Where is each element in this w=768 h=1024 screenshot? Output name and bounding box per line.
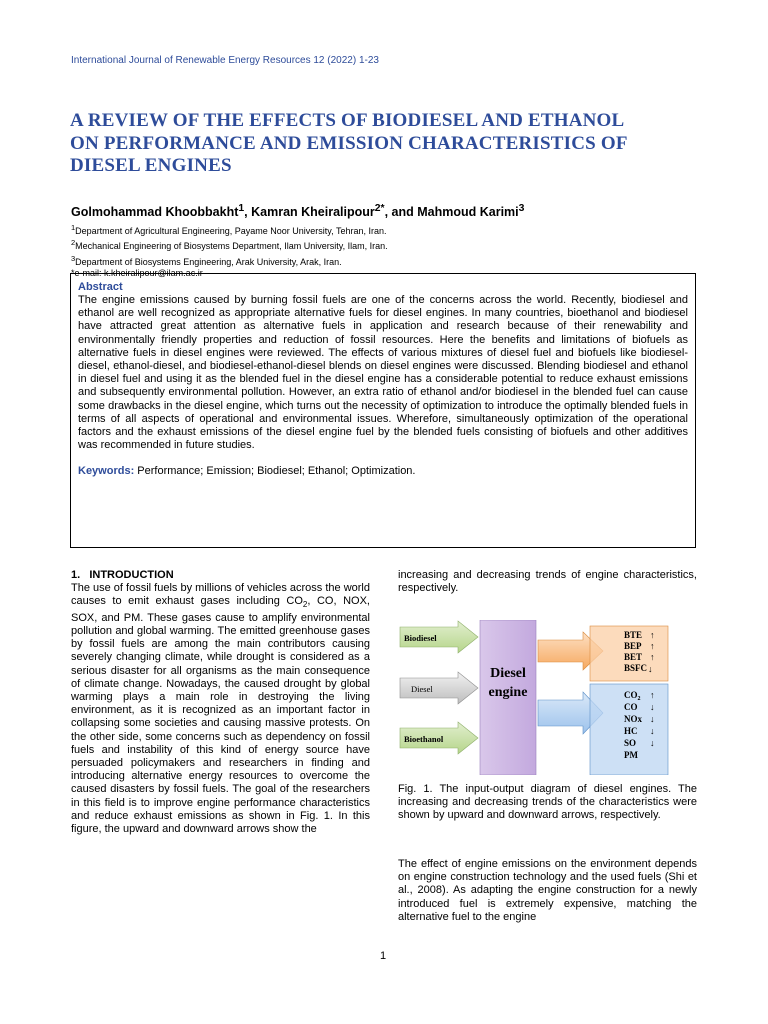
intro-column xyxy=(71,569,370,836)
affiliation xyxy=(71,222,388,237)
author-sup: 3 xyxy=(518,203,525,214)
affil-text: e-mail: k.kheiralipour@ilam.ac.ir xyxy=(74,267,203,278)
keywords xyxy=(78,465,688,477)
input-biodiesel: Biodiesel xyxy=(404,633,437,643)
affil-sup: 3 xyxy=(71,253,76,263)
perf-label: BTE xyxy=(624,630,643,640)
intro-text: The use of fossil fuels by millions of vehicles across the world causes to emit exhaust gases including CO xyxy=(71,582,370,608)
input-diesel: Diesel xyxy=(411,684,433,694)
perf-arrow: ↑ xyxy=(650,641,655,651)
author-sup: 1 xyxy=(238,203,245,214)
abstract-box xyxy=(70,273,696,548)
perf-arrow: ↑ xyxy=(650,630,655,640)
affil-sup: 1 xyxy=(71,223,76,232)
affil-text: Department of Biosystems Engineering, Arak University, Arak, Iran. xyxy=(75,256,342,267)
title-line: A REVIEW OF THE EFFECTS OF BIODIESEL AND ETHANOL xyxy=(70,110,625,131)
emis-arrow: ↓ xyxy=(650,738,655,748)
abstract-body: The engine emissions caused by burning fossil fuels are one of the concerns across the world. Recently, biodiesel and ethanol are well recognized as appropriate alternative fuels for diesel engines. In many countries, bioethanol and biodiesel have attracted great attention as alternative fuels in application and research because of their renewability and environmentally friendly properties and reduction of fossil resources. Here the benefits and limitations of biofuels as alternative fuels in diesel engines were reviewed. The effects of various mixtures of diesel fuel and biofuels like biodiesel-diesel, ethanol-diesel, and biodiesel-ethanol-diesel blends on diesel engines were discussed. Blending biodiesel and ethanol in diesel fuel and using it as the blended fuel in the diesel engine has a considerable potential to reduce exhaust emissions and subsequently environmental pollution. However, an extra ratio of ethanol and/or biodiesel in the blended fuel can cause some drawbacks in the diesel engine, which turns out the necessity of optimization to introduce the optimally blended fuels in terms of all aspects of operational and environmental issues. Wherefore, simultaneously optimization of the operational factors and the exhaust emissions of the diesel engine fuel by the blended fuels consisting of biofuels and other additives was recommended in future studies. xyxy=(78,294,688,452)
paper-title xyxy=(70,110,710,178)
abstract-heading: Abstract xyxy=(78,281,123,293)
perf-arrow: ↑ xyxy=(650,652,655,662)
author-list xyxy=(71,203,524,219)
engine-label-1: Diesel xyxy=(490,666,526,681)
author-sup: 2* xyxy=(374,203,385,214)
section-heading: 1. INTRODUCTION xyxy=(71,569,174,581)
page-number: 1 xyxy=(380,950,387,962)
perf-arrow: ↓ xyxy=(648,664,653,674)
figure-1-diagram xyxy=(398,620,697,775)
affiliations xyxy=(71,222,388,279)
figure-caption: Fig. 1. The input-output diagram of diesel engines. The increasing and decreasing trends of the characteristics were shown by upward and downward arrows, respectively. xyxy=(398,783,697,822)
journal-header: International Journal of Renewable Energy Resources 12 (2022) 1-23 xyxy=(71,55,379,66)
emis-label: SO xyxy=(624,738,637,748)
author-name: , and Mahmoud Karimi xyxy=(384,205,519,220)
right-paragraph-top: increasing and decreasing trends of engine characteristics, respectively. xyxy=(398,569,697,595)
emis-arrow: ↓ xyxy=(650,714,655,724)
intro-paragraph xyxy=(71,582,370,836)
intro-text: , CO, NOX, SOX, and PM. These gases cause to amplify environmental pollution and global warming. The emitted greenhouse gases by fossil fuels are among the main contributors causing severely changing climate, while drought is considered as a serious disaster for all organisms as the main consequence of climate change. Nowadays, the caused drought by global warming plays a main role in destroying the living environment, as it is recognized as an important factor in collapsing some societies and causing massive protests. On the other side, some concerns such as dependency on fossil fuels and instability of this kind of energy source have persuaded policymakers and researchers in finding and introducing alternative energy resources to overcome the caused disasters by fossil fuels. The goal of the researchers in this field is to improve engine performance characteristics and reduce exhaust emissions as shown in Fig. 1. In this figure, the upward and downward arrows show the xyxy=(71,595,370,836)
title-line: DIESEL ENGINES xyxy=(70,155,232,176)
emis-label: CO xyxy=(624,702,638,712)
perf-label: BEP xyxy=(624,641,642,651)
co2-subscript: 2 xyxy=(302,600,308,610)
input-bioethanol: Bioethanol xyxy=(404,734,444,744)
affiliation xyxy=(71,253,388,268)
author-name: , Kamran Kheiralipour xyxy=(244,205,375,220)
perf-label: BET xyxy=(624,652,643,662)
affiliation xyxy=(71,237,388,252)
emis-arrow: ↓ xyxy=(650,726,655,736)
affil-sup: * xyxy=(71,267,75,278)
title-line: ON PERFORMANCE AND EMISSION CHARACTERISTICS OF xyxy=(70,132,628,154)
author-name: Golmohammad Khoobbakht xyxy=(71,205,239,220)
keywords-list: Performance; Emission; Biodiesel; Ethanol; Optimization. xyxy=(134,465,416,478)
emis-arrow: ↓ xyxy=(650,702,655,712)
emis-label: NOx xyxy=(624,714,642,724)
emis-label: PM xyxy=(624,750,638,760)
affil-sup: 2 xyxy=(71,238,76,248)
emis-arrow: ↑ xyxy=(650,690,655,700)
affil-text: Mechanical Engineering of Biosystems Department, Ilam University, Ilam, Iran. xyxy=(75,241,388,252)
affil-text: Department of Agricultural Engineering, Payame Noor University, Tehran, Iran. xyxy=(75,226,387,236)
keywords-label: Keywords: xyxy=(78,465,135,478)
engine-label-2: engine xyxy=(488,685,528,700)
emis-label: HC xyxy=(624,726,638,736)
right-paragraph-bottom: The effect of engine emissions on the environment depends on engine construction technology and the used fuels (Shi et al., 2008). As adapting the engine construction for a newly introduced fuel is extremely expensive, matching the alternative fuel to the engine xyxy=(398,858,697,923)
perf-label: BSFC xyxy=(624,663,648,673)
emis-label: $CO_2$ xyxy=(624,690,641,702)
